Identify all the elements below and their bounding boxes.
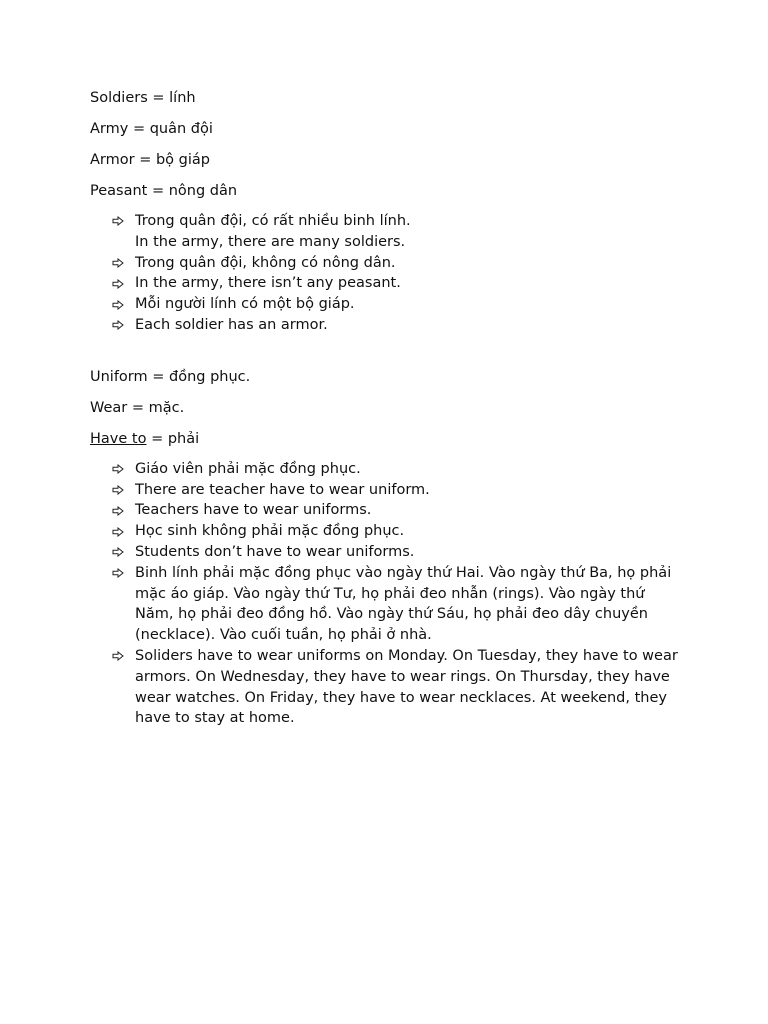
meaning: mặc. bbox=[148, 399, 185, 416]
meaning: phải bbox=[167, 430, 200, 447]
arrow-bullet-icon bbox=[112, 273, 126, 294]
arrow-bullet-icon bbox=[112, 563, 126, 584]
list-item-text: Trong quân đội, có rất nhiều binh lính. bbox=[135, 213, 411, 229]
example-list-1 bbox=[90, 211, 690, 336]
list-item bbox=[90, 500, 690, 521]
list-item bbox=[90, 294, 690, 315]
arrow-bullet-icon bbox=[112, 500, 126, 521]
definition-soldiers bbox=[90, 88, 690, 109]
list-item bbox=[90, 563, 690, 646]
term: Uniform bbox=[90, 368, 148, 385]
meaning: quân đội bbox=[149, 121, 213, 137]
meaning: nông dân bbox=[168, 183, 238, 199]
list-item bbox=[90, 459, 690, 480]
definition-peasant bbox=[90, 181, 690, 202]
document-page bbox=[90, 88, 690, 729]
list-item-text: In the army, there are many soldiers. bbox=[135, 233, 406, 250]
separator: = bbox=[146, 430, 168, 447]
term: Soldiers bbox=[90, 90, 148, 106]
list-item-text: Students don’t have to wear uniforms. bbox=[135, 543, 415, 560]
list-item bbox=[90, 273, 690, 294]
arrow-bullet-icon bbox=[112, 521, 126, 542]
arrow-bullet-icon bbox=[112, 459, 126, 480]
term-underlined: Have to bbox=[90, 430, 147, 447]
definition-army bbox=[90, 119, 690, 140]
arrow-bullet-icon bbox=[112, 480, 126, 501]
example-list-2 bbox=[90, 459, 690, 729]
definition-uniform bbox=[90, 367, 690, 388]
list-item-text: Each soldier has an armor. bbox=[135, 316, 328, 333]
list-item-text: There are teacher have to wear uniform. bbox=[135, 481, 430, 498]
separator: = bbox=[147, 90, 170, 106]
arrow-bullet-icon bbox=[112, 253, 126, 274]
term: Army bbox=[90, 121, 129, 137]
list-item bbox=[90, 542, 690, 563]
term: Wear bbox=[90, 399, 128, 416]
definition-wear bbox=[90, 398, 690, 419]
list-item-text: Mỗi người lính có một bộ giáp. bbox=[135, 296, 355, 313]
list-item bbox=[90, 315, 690, 336]
list-item bbox=[90, 211, 690, 253]
list-item bbox=[90, 253, 690, 274]
separator: = bbox=[147, 183, 169, 199]
list-item bbox=[90, 646, 690, 729]
meaning: đồng phục. bbox=[169, 368, 251, 385]
separator: = bbox=[134, 152, 156, 168]
separator: = bbox=[147, 368, 170, 385]
arrow-bullet-icon bbox=[112, 542, 126, 563]
arrow-bullet-icon bbox=[112, 646, 126, 667]
separator: = bbox=[128, 121, 150, 137]
arrow-bullet-icon bbox=[112, 211, 126, 232]
list-item bbox=[90, 521, 690, 542]
list-item-text: Binh lính phải mặc đồng phục vào ngày thứ Hai. Vào ngày thứ Ba, họ phải mặc áo giáp. Vào ngày thứ Tư, họ phải đeo nhẫn (rings). Vào ngày thứ Năm, họ phải đeo đồng hồ. Vào ngày thứ Sáu, họ phải đeo dây chuyền (necklace). Vào cuối tuần, họ phải ở nhà. bbox=[135, 564, 672, 644]
definition-armor bbox=[90, 150, 690, 171]
meaning: bộ giáp bbox=[155, 152, 210, 168]
arrow-bullet-icon bbox=[112, 294, 126, 315]
list-item-text: Soliders have to wear uniforms on Monday. On Tuesday, they have to wear armors. On Wednesday, they have to wear rings. On Thursday, they have wear watches. On Friday, they have to wear necklaces. At weekend, they have to stay at home. bbox=[135, 647, 678, 727]
list-item-text: Trong quân đội, không có nông dân. bbox=[135, 254, 396, 271]
list-item-text: In the army, there isn’t any peasant. bbox=[135, 275, 401, 292]
meaning: lính bbox=[169, 90, 196, 106]
definition-have-to bbox=[90, 429, 690, 450]
separator: = bbox=[127, 399, 149, 416]
list-item-text: Teachers have to wear uniforms. bbox=[135, 502, 372, 519]
list-item bbox=[90, 480, 690, 501]
term: Armor bbox=[90, 152, 135, 168]
term: Peasant bbox=[90, 183, 148, 199]
list-item-text: Giáo viên phải mặc đồng phục. bbox=[135, 460, 361, 477]
arrow-bullet-icon bbox=[112, 315, 126, 336]
list-item-text: Học sinh không phải mặc đồng phục. bbox=[135, 523, 405, 540]
